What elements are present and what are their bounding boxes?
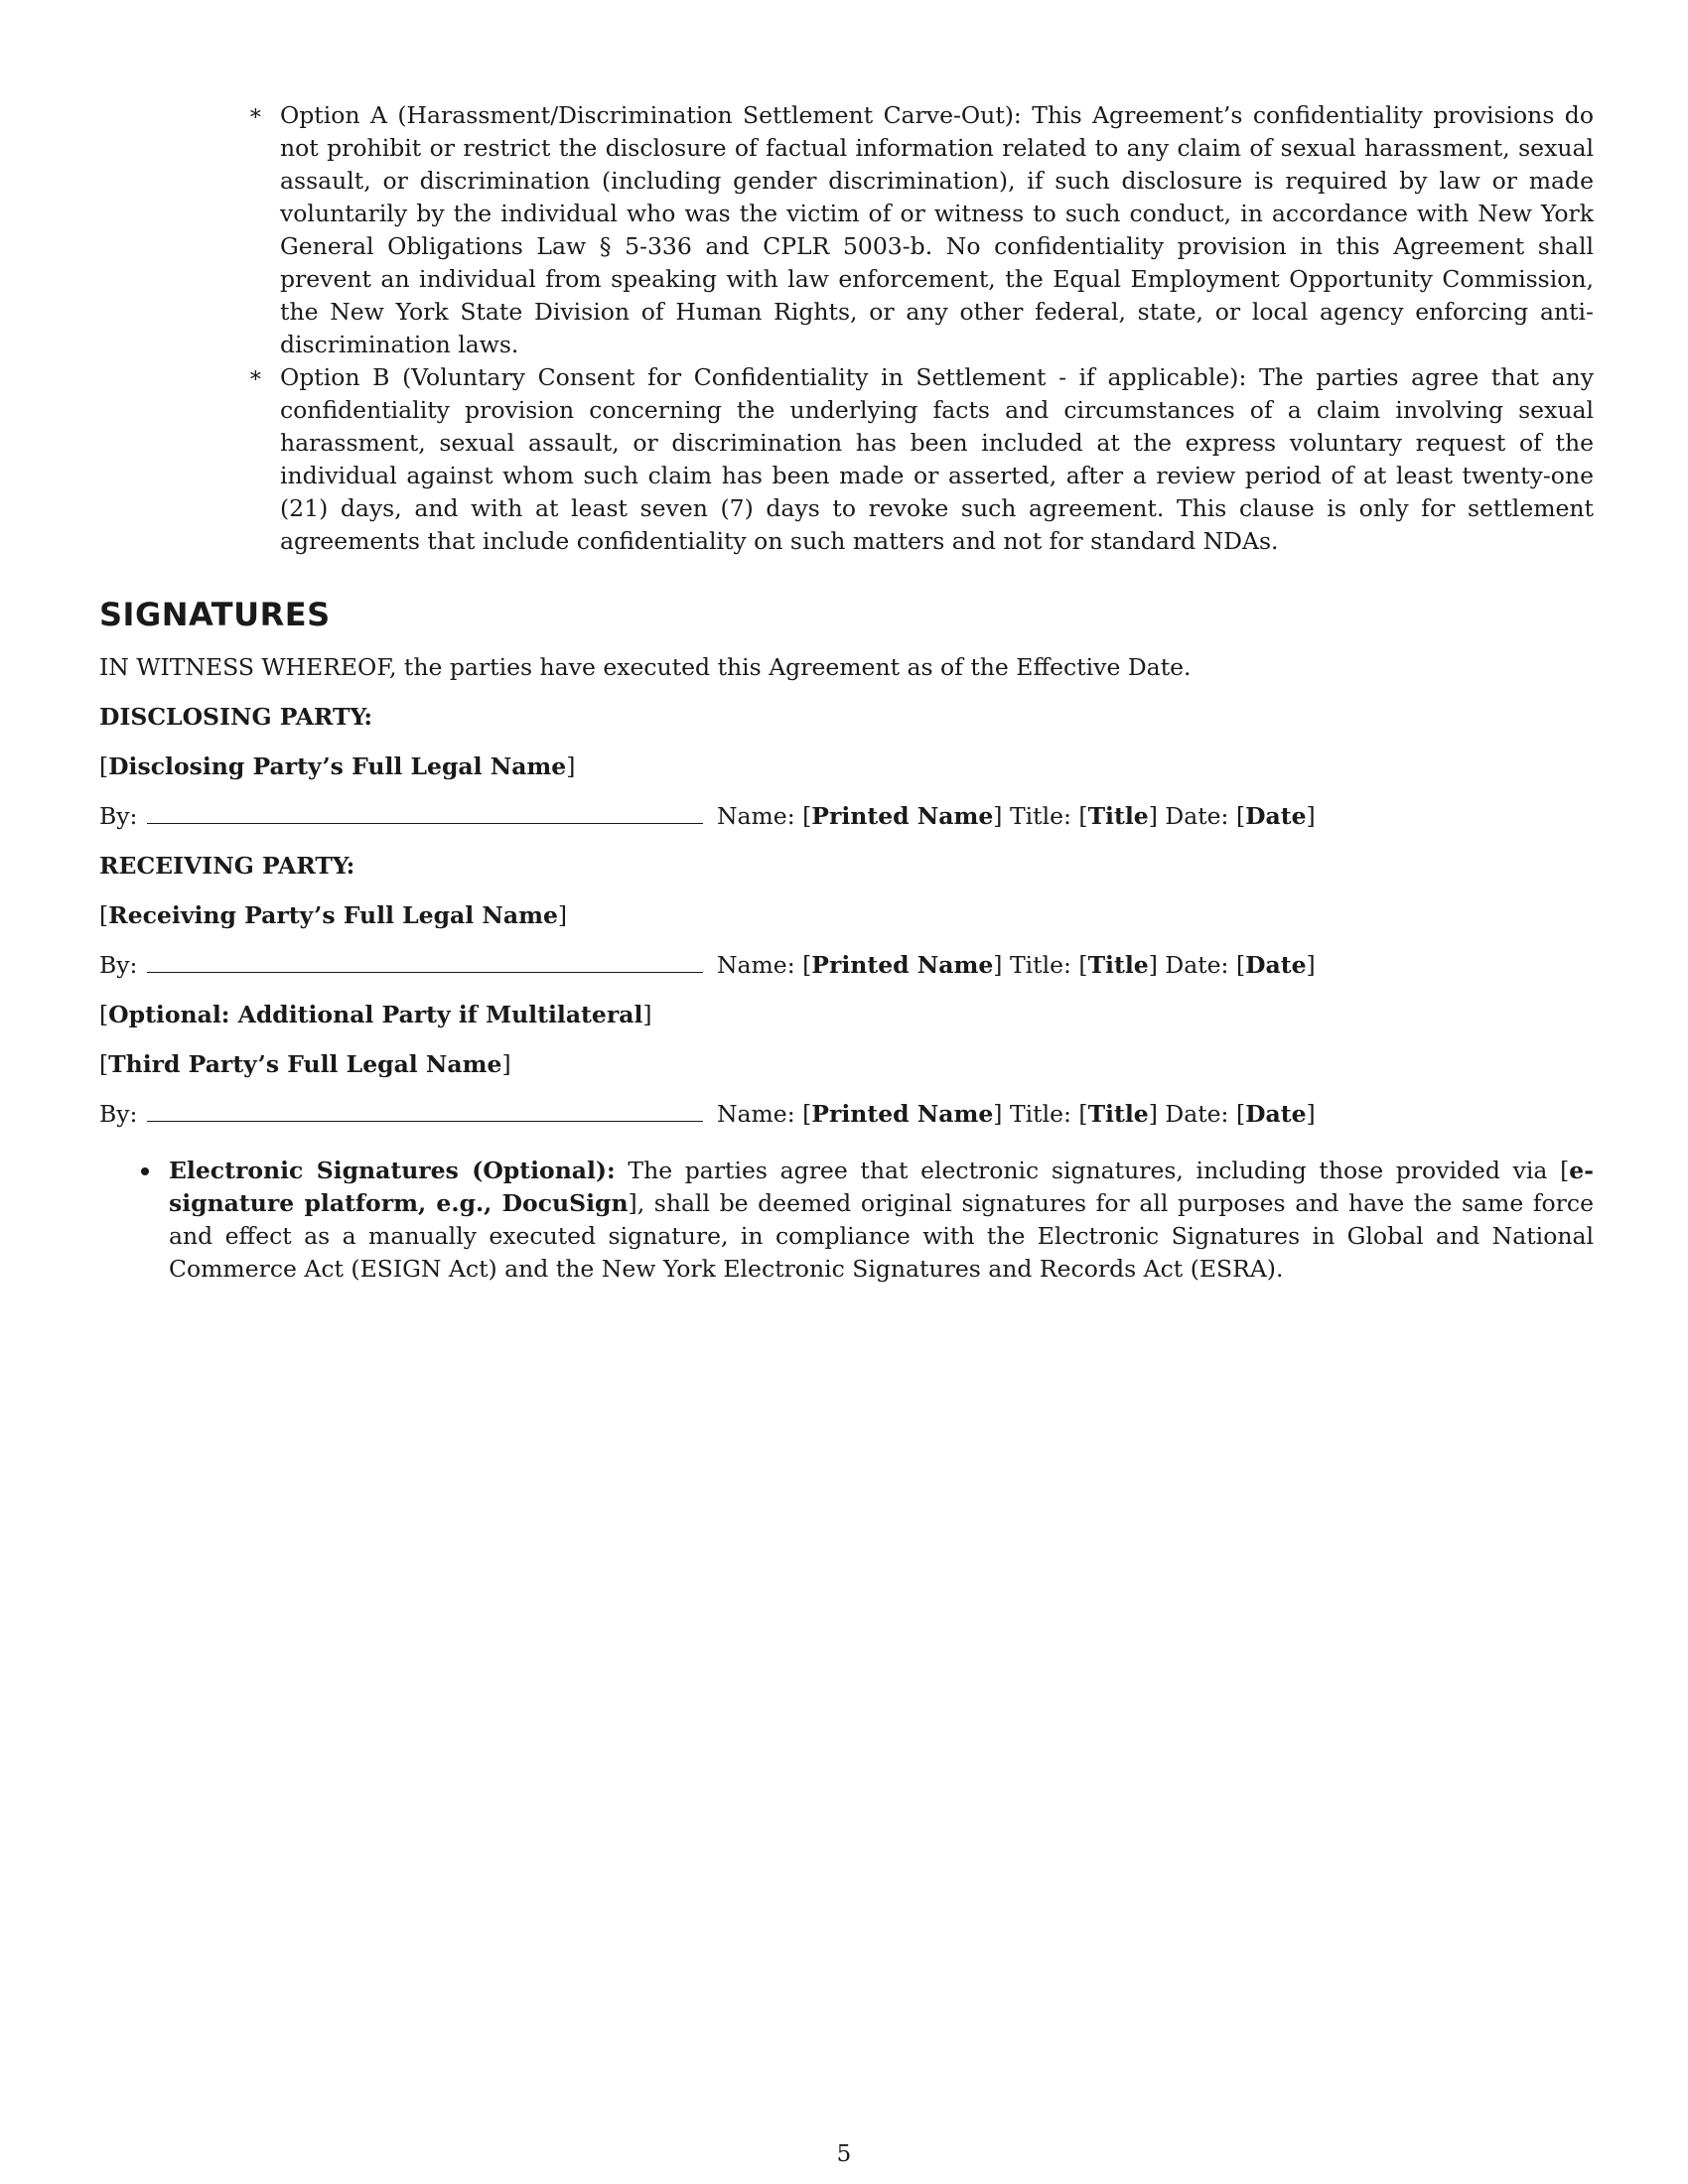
receiving-party-name: [Receiving Party’s Full Legal Name] — [99, 901, 568, 929]
additional-signature-field[interactable] — [147, 1099, 703, 1122]
electronic-signatures-item — [139, 1155, 1594, 1286]
option-b-item — [248, 361, 1594, 558]
signatures-heading: SIGNATURES — [99, 596, 331, 633]
disclosing-signature-line: By: Name: [Printed Name] Title: [Title] Date: [Date] — [99, 802, 1316, 830]
additional-party-label: [Optional: Additional Party if Multilateral] — [99, 1001, 652, 1028]
witness-statement: IN WITNESS WHEREOF, the parties have executed this Agreement as of the Effective Date. — [99, 653, 1192, 681]
signatures-section — [99, 596, 1594, 1148]
disclosing-party-label: DISCLOSING PARTY: — [99, 703, 373, 731]
disclosing-party-name: [Disclosing Party’s Full Legal Name] — [99, 752, 576, 780]
page-number: 5 — [836, 2141, 852, 2167]
option-list — [248, 99, 1594, 558]
additional-signature-line: By: Name: [Printed Name] Title: [Title] Date: [Date] — [99, 1100, 1316, 1128]
asterisk-bullet-icon: ∗ — [248, 101, 263, 126]
receiving-signature-line: By: Name: [Printed Name] Title: [Title] Date: [Date] — [99, 951, 1316, 979]
option-b-text: Option B (Voluntary Consent for Confidentiality in Settlement - if applicable): The parties agree that any confidentiality provision concerning the underlying facts and circumstances of a claim involving sexual harassment, sexual assault, or discrimination has been included at the express voluntary request of the individual against whom such claim has been made or asserted, after a review period of at least twenty-one (21) days, and with at least seven (7) days to revoke such agreement. This clause is only for settlement agreements that include confidentiality on such matters and not for standard NDAs. — [280, 363, 1594, 555]
bullet-icon — [141, 1167, 149, 1175]
receiving-signature-field[interactable] — [147, 950, 703, 973]
electronic-signatures-list — [139, 1155, 1594, 1286]
electronic-signatures-text: Electronic Signatures (Optional): The parties agree that electronic signatures, including those provided via [e-signature platform, e.g., DocuSign], shall be deemed original signatures for all purposes and have the same force and effect as a manually executed signature, in compliance with the Electronic Signatures in Global and National Commerce Act (ESIGN Act) and the New York Electronic Signatures and Records Act (ESRA). — [169, 1157, 1594, 1283]
receiving-party-label: RECEIVING PARTY: — [99, 852, 355, 880]
additional-party-name: [Third Party’s Full Legal Name] — [99, 1050, 511, 1078]
option-a-text: Option A (Harassment/Discrimination Settlement Carve-Out): This Agreement’s confidentiality provisions do not prohibit or restrict the disclosure of factual information related to any claim of sexual harassment, sexual assault, or discrimination (including gender discrimination), if such disclosure is required by law or made voluntarily by the individual who was the victim of or witness to such conduct, in accordance with New York General Obligations Law § 5-336 and CPLR 5003-b. No confidentiality provision in this Agreement shall prevent an individual from speaking with law enforcement, the Equal Employment Opportunity Commission, the New York State Division of Human Rights, or any other federal, state, or local agency enforcing anti-discrimination laws. — [280, 101, 1594, 358]
disclosing-signature-field[interactable] — [147, 801, 703, 824]
asterisk-bullet-icon: ∗ — [248, 363, 263, 388]
option-a-item — [248, 99, 1594, 361]
